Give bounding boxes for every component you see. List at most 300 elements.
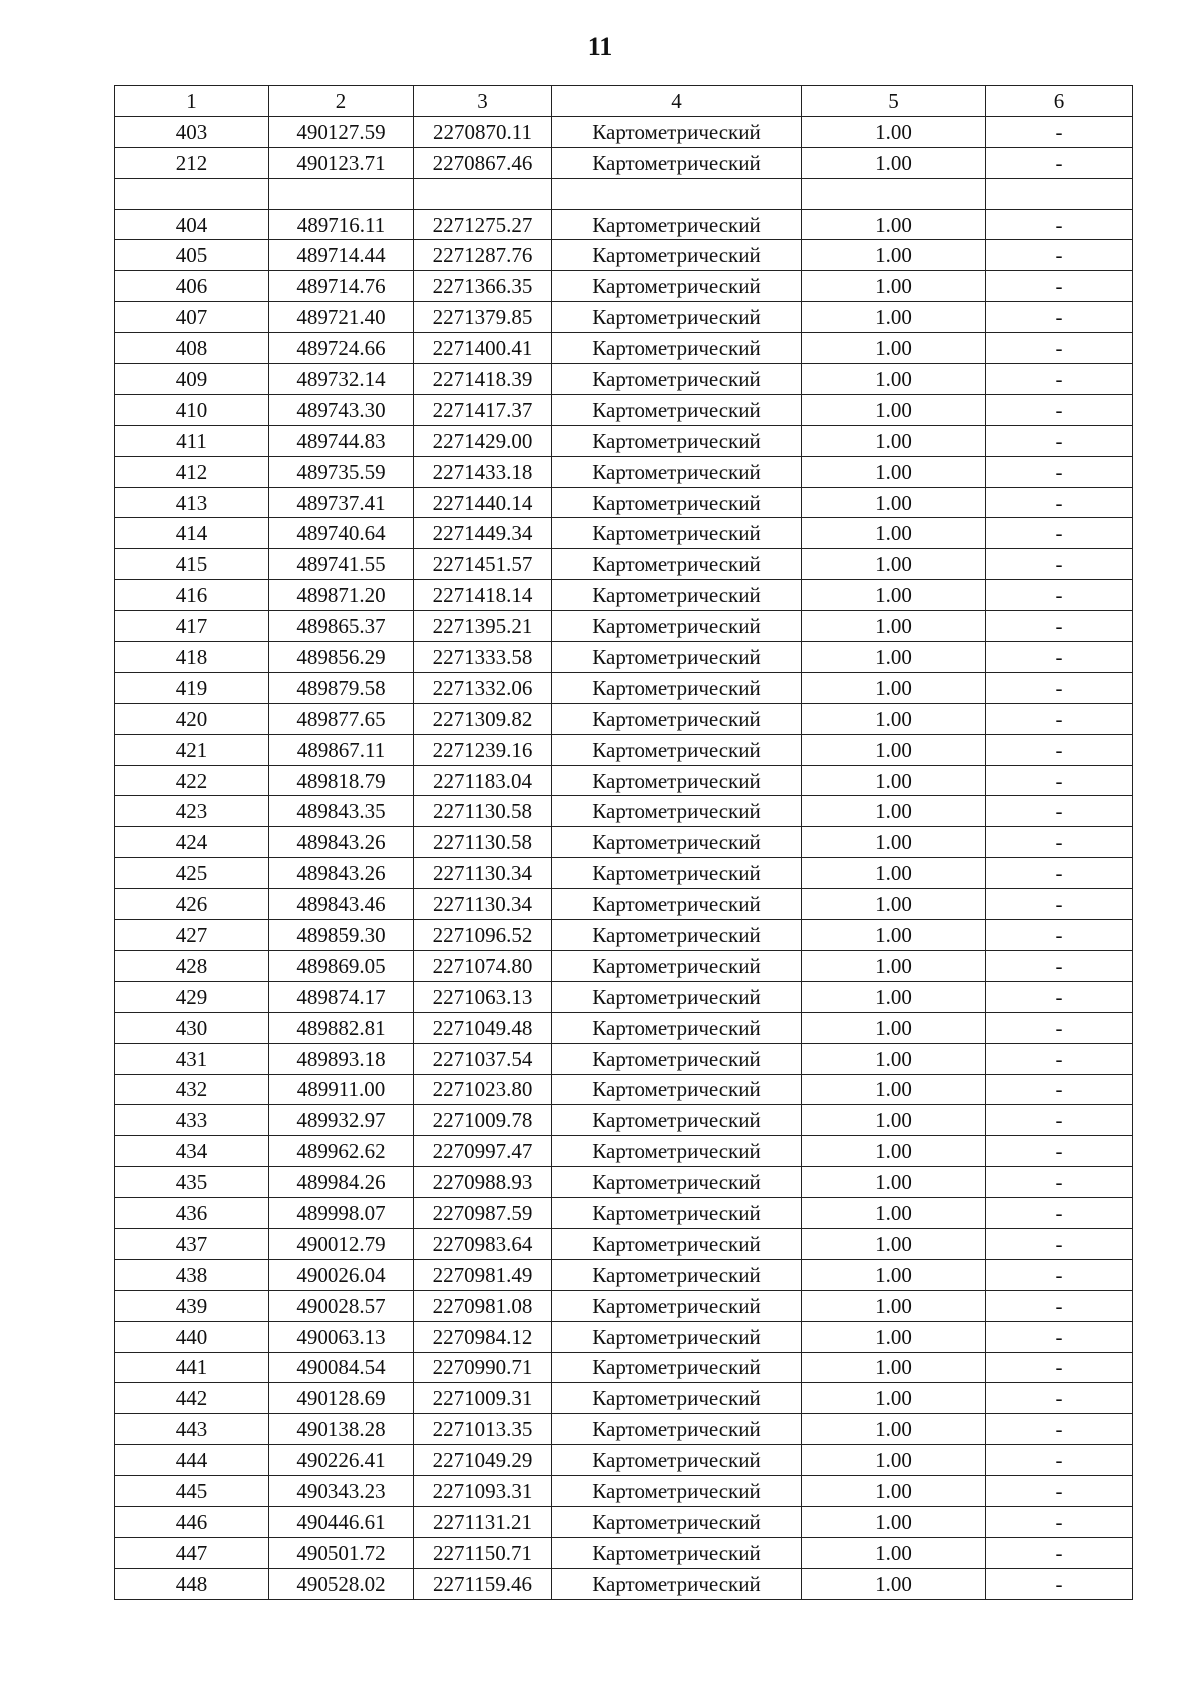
accuracy-cell: 1.00 (802, 920, 986, 951)
table-row (115, 425, 1133, 456)
point-number-cell: 413 (115, 487, 269, 518)
y-coordinate-cell: 2270981.08 (414, 1290, 552, 1321)
table-row (115, 456, 1133, 487)
note-cell: - (986, 1568, 1133, 1599)
method-cell: Картометрический (552, 1537, 802, 1568)
y-coordinate-cell: 2270984.12 (414, 1321, 552, 1352)
column-header-3: 3 (414, 86, 552, 117)
table-row (115, 1476, 1133, 1507)
table-row (115, 1012, 1133, 1043)
accuracy-cell: 1.00 (802, 1012, 986, 1043)
accuracy-cell: 1.00 (802, 858, 986, 889)
method-cell: Картометрический (552, 1105, 802, 1136)
note-cell: - (986, 425, 1133, 456)
method-cell: Картометрический (552, 364, 802, 395)
accuracy-cell: 1.00 (802, 549, 986, 580)
y-coordinate-cell: 2271049.48 (414, 1012, 552, 1043)
table-row (115, 950, 1133, 981)
table-row (115, 302, 1133, 333)
point-number-cell: 409 (115, 364, 269, 395)
point-number-cell (115, 178, 269, 209)
x-coordinate-cell: 489871.20 (269, 580, 414, 611)
table-row (115, 394, 1133, 425)
x-coordinate-cell: 489737.41 (269, 487, 414, 518)
note-cell: - (986, 734, 1133, 765)
x-coordinate-cell: 489984.26 (269, 1167, 414, 1198)
note-cell: - (986, 302, 1133, 333)
point-number-cell: 428 (115, 950, 269, 981)
table-row (115, 1414, 1133, 1445)
x-coordinate-cell: 490343.23 (269, 1476, 414, 1507)
point-number-cell: 421 (115, 734, 269, 765)
accuracy-cell: 1.00 (802, 302, 986, 333)
accuracy-cell: 1.00 (802, 364, 986, 395)
accuracy-cell: 1.00 (802, 1506, 986, 1537)
note-cell: - (986, 703, 1133, 734)
table-row (115, 549, 1133, 580)
note-cell: - (986, 518, 1133, 549)
method-cell: Картометрический (552, 765, 802, 796)
coordinates-table (114, 85, 1133, 1600)
accuracy-cell: 1.00 (802, 1105, 986, 1136)
table-row (115, 734, 1133, 765)
accuracy-cell: 1.00 (802, 950, 986, 981)
method-cell: Картометрический (552, 1476, 802, 1507)
accuracy-cell: 1.00 (802, 518, 986, 549)
method-cell: Картометрический (552, 1167, 802, 1198)
x-coordinate-cell: 489843.35 (269, 796, 414, 827)
x-coordinate-cell: 489869.05 (269, 950, 414, 981)
note-cell: - (986, 827, 1133, 858)
point-number-cell: 447 (115, 1537, 269, 1568)
method-cell: Картометрический (552, 116, 802, 147)
accuracy-cell: 1.00 (802, 1321, 986, 1352)
method-cell: Картометрический (552, 672, 802, 703)
note-cell (986, 178, 1133, 209)
y-coordinate-cell: 2271395.21 (414, 611, 552, 642)
table-row (115, 333, 1133, 364)
table-row (115, 981, 1133, 1012)
note-cell: - (986, 1445, 1133, 1476)
note-cell: - (986, 1259, 1133, 1290)
table-row (115, 1290, 1133, 1321)
x-coordinate-cell: 489962.62 (269, 1136, 414, 1167)
table-row (115, 1445, 1133, 1476)
note-cell: - (986, 487, 1133, 518)
method-cell: Картометрический (552, 425, 802, 456)
y-coordinate-cell: 2271063.13 (414, 981, 552, 1012)
point-number-cell: 412 (115, 456, 269, 487)
y-coordinate-cell: 2270983.64 (414, 1228, 552, 1259)
x-coordinate-cell: 490138.28 (269, 1414, 414, 1445)
table-row (115, 642, 1133, 673)
y-coordinate-cell: 2271150.71 (414, 1537, 552, 1568)
method-cell: Картометрический (552, 394, 802, 425)
table-row (115, 1198, 1133, 1229)
point-number-cell: 436 (115, 1198, 269, 1229)
method-cell: Картометрический (552, 456, 802, 487)
note-cell: - (986, 1043, 1133, 1074)
note-cell: - (986, 333, 1133, 364)
y-coordinate-cell: 2271074.80 (414, 950, 552, 981)
table-row (115, 703, 1133, 734)
note-cell: - (986, 858, 1133, 889)
note-cell: - (986, 1228, 1133, 1259)
point-number-cell: 431 (115, 1043, 269, 1074)
y-coordinate-cell: 2270870.11 (414, 116, 552, 147)
method-cell: Картометрический (552, 734, 802, 765)
note-cell: - (986, 1383, 1133, 1414)
method-cell: Картометрический (552, 271, 802, 302)
column-header-2: 2 (269, 86, 414, 117)
method-cell: Картометрический (552, 209, 802, 240)
accuracy-cell: 1.00 (802, 425, 986, 456)
y-coordinate-cell: 2271130.34 (414, 889, 552, 920)
page-number: 11 (587, 32, 613, 61)
point-number-cell: 444 (115, 1445, 269, 1476)
accuracy-cell: 1.00 (802, 703, 986, 734)
y-coordinate-cell: 2271418.14 (414, 580, 552, 611)
point-number-cell: 448 (115, 1568, 269, 1599)
note-cell: - (986, 1352, 1133, 1383)
y-coordinate-cell: 2271287.76 (414, 240, 552, 271)
x-coordinate-cell: 490012.79 (269, 1228, 414, 1259)
point-number-cell: 425 (115, 858, 269, 889)
point-number-cell: 443 (115, 1414, 269, 1445)
accuracy-cell: 1.00 (802, 1259, 986, 1290)
x-coordinate-cell: 489735.59 (269, 456, 414, 487)
note-cell: - (986, 672, 1133, 703)
y-coordinate-cell: 2270987.59 (414, 1198, 552, 1229)
point-number-cell: 446 (115, 1506, 269, 1537)
point-number-cell: 419 (115, 672, 269, 703)
header-row (115, 86, 1133, 117)
point-number-cell: 437 (115, 1228, 269, 1259)
table-row (115, 178, 1133, 209)
point-number-cell: 434 (115, 1136, 269, 1167)
y-coordinate-cell: 2271309.82 (414, 703, 552, 734)
x-coordinate-cell: 489859.30 (269, 920, 414, 951)
x-coordinate-cell: 489744.83 (269, 425, 414, 456)
x-coordinate-cell: 489877.65 (269, 703, 414, 734)
method-cell: Картометрический (552, 1290, 802, 1321)
column-header-1: 1 (115, 86, 269, 117)
point-number-cell: 416 (115, 580, 269, 611)
accuracy-cell: 1.00 (802, 1414, 986, 1445)
accuracy-cell: 1.00 (802, 889, 986, 920)
y-coordinate-cell: 2271275.27 (414, 209, 552, 240)
y-coordinate-cell (414, 178, 552, 209)
point-number-cell: 417 (115, 611, 269, 642)
method-cell: Картометрический (552, 1506, 802, 1537)
note-cell: - (986, 1105, 1133, 1136)
method-cell: Картометрический (552, 1321, 802, 1352)
note-cell: - (986, 1012, 1133, 1043)
column-header-6: 6 (986, 86, 1133, 117)
accuracy-cell: 1.00 (802, 1445, 986, 1476)
accuracy-cell: 1.00 (802, 611, 986, 642)
method-cell: Картометрический (552, 240, 802, 271)
y-coordinate-cell: 2270988.93 (414, 1167, 552, 1198)
note-cell: - (986, 1198, 1133, 1229)
accuracy-cell: 1.00 (802, 1537, 986, 1568)
accuracy-cell: 1.00 (802, 796, 986, 827)
note-cell: - (986, 580, 1133, 611)
x-coordinate-cell: 489856.29 (269, 642, 414, 673)
table-row (115, 116, 1133, 147)
y-coordinate-cell: 2271049.29 (414, 1445, 552, 1476)
accuracy-cell: 1.00 (802, 1228, 986, 1259)
x-coordinate-cell: 490446.61 (269, 1506, 414, 1537)
point-number-cell: 420 (115, 703, 269, 734)
y-coordinate-cell: 2271009.31 (414, 1383, 552, 1414)
y-coordinate-cell: 2271159.46 (414, 1568, 552, 1599)
method-cell: Картометрический (552, 703, 802, 734)
y-coordinate-cell: 2270981.49 (414, 1259, 552, 1290)
x-coordinate-cell: 490084.54 (269, 1352, 414, 1383)
note-cell: - (986, 1506, 1133, 1537)
accuracy-cell: 1.00 (802, 981, 986, 1012)
point-number-cell: 432 (115, 1074, 269, 1105)
table-row (115, 1167, 1133, 1198)
point-number-cell: 433 (115, 1105, 269, 1136)
method-cell: Картометрический (552, 1414, 802, 1445)
table-row (115, 240, 1133, 271)
accuracy-cell: 1.00 (802, 672, 986, 703)
method-cell: Картометрический (552, 1012, 802, 1043)
note-cell: - (986, 981, 1133, 1012)
note-cell: - (986, 209, 1133, 240)
table-row (115, 580, 1133, 611)
x-coordinate-cell: 489740.64 (269, 518, 414, 549)
x-coordinate-cell: 490028.57 (269, 1290, 414, 1321)
y-coordinate-cell: 2271013.35 (414, 1414, 552, 1445)
method-cell: Картометрический (552, 1074, 802, 1105)
method-cell: Картометрический (552, 889, 802, 920)
y-coordinate-cell: 2270867.46 (414, 147, 552, 178)
note-cell: - (986, 765, 1133, 796)
note-cell: - (986, 950, 1133, 981)
x-coordinate-cell: 489818.79 (269, 765, 414, 796)
point-number-cell: 406 (115, 271, 269, 302)
x-coordinate-cell: 489724.66 (269, 333, 414, 364)
method-cell: Картометрический (552, 518, 802, 549)
table-row (115, 1321, 1133, 1352)
y-coordinate-cell: 2271130.34 (414, 858, 552, 889)
x-coordinate-cell: 489843.26 (269, 827, 414, 858)
table-row (115, 1383, 1133, 1414)
point-number-cell: 422 (115, 765, 269, 796)
x-coordinate-cell: 489998.07 (269, 1198, 414, 1229)
accuracy-cell: 1.00 (802, 1198, 986, 1229)
point-number-cell: 410 (115, 394, 269, 425)
method-cell: Картометрический (552, 1043, 802, 1074)
y-coordinate-cell: 2271096.52 (414, 920, 552, 951)
table-row (115, 1228, 1133, 1259)
x-coordinate-cell: 489865.37 (269, 611, 414, 642)
y-coordinate-cell: 2271037.54 (414, 1043, 552, 1074)
note-cell: - (986, 240, 1133, 271)
table-row (115, 364, 1133, 395)
x-coordinate-cell: 489732.14 (269, 364, 414, 395)
point-number-cell: 429 (115, 981, 269, 1012)
accuracy-cell: 1.00 (802, 1043, 986, 1074)
table-row (115, 1074, 1133, 1105)
accuracy-cell (802, 178, 986, 209)
table-row (115, 1259, 1133, 1290)
method-cell: Картометрический (552, 827, 802, 858)
point-number-cell: 212 (115, 147, 269, 178)
point-number-cell: 405 (115, 240, 269, 271)
method-cell: Картометрический (552, 1136, 802, 1167)
accuracy-cell: 1.00 (802, 1352, 986, 1383)
accuracy-cell: 1.00 (802, 209, 986, 240)
y-coordinate-cell: 2271130.58 (414, 796, 552, 827)
note-cell: - (986, 1074, 1133, 1105)
point-number-cell: 445 (115, 1476, 269, 1507)
method-cell: Картометрический (552, 642, 802, 673)
note-cell: - (986, 1476, 1133, 1507)
table-row (115, 672, 1133, 703)
y-coordinate-cell: 2271332.06 (414, 672, 552, 703)
method-cell: Картометрический (552, 1383, 802, 1414)
accuracy-cell: 1.00 (802, 1290, 986, 1321)
y-coordinate-cell: 2271093.31 (414, 1476, 552, 1507)
y-coordinate-cell: 2271379.85 (414, 302, 552, 333)
note-cell: - (986, 549, 1133, 580)
table-row (115, 1352, 1133, 1383)
method-cell: Картометрический (552, 1568, 802, 1599)
method-cell: Картометрический (552, 796, 802, 827)
method-cell: Картометрический (552, 333, 802, 364)
point-number-cell: 426 (115, 889, 269, 920)
note-cell: - (986, 920, 1133, 951)
x-coordinate-cell: 490501.72 (269, 1537, 414, 1568)
point-number-cell: 423 (115, 796, 269, 827)
point-number-cell: 418 (115, 642, 269, 673)
column-header-4: 4 (552, 86, 802, 117)
y-coordinate-cell: 2271183.04 (414, 765, 552, 796)
y-coordinate-cell: 2271023.80 (414, 1074, 552, 1105)
table-body (115, 116, 1133, 1599)
x-coordinate-cell: 490123.71 (269, 147, 414, 178)
x-coordinate-cell: 489911.00 (269, 1074, 414, 1105)
x-coordinate-cell: 490026.04 (269, 1259, 414, 1290)
method-cell: Картометрический (552, 858, 802, 889)
note-cell: - (986, 271, 1133, 302)
y-coordinate-cell: 2271418.39 (414, 364, 552, 395)
table-row (115, 920, 1133, 951)
note-cell: - (986, 796, 1133, 827)
x-coordinate-cell: 489843.26 (269, 858, 414, 889)
column-header-5: 5 (802, 86, 986, 117)
accuracy-cell: 1.00 (802, 456, 986, 487)
method-cell: Картометрический (552, 920, 802, 951)
accuracy-cell: 1.00 (802, 394, 986, 425)
y-coordinate-cell: 2271009.78 (414, 1105, 552, 1136)
y-coordinate-cell: 2271366.35 (414, 271, 552, 302)
table-row (115, 147, 1133, 178)
accuracy-cell: 1.00 (802, 580, 986, 611)
method-cell: Картометрический (552, 950, 802, 981)
note-cell: - (986, 116, 1133, 147)
table-row (115, 1506, 1133, 1537)
accuracy-cell: 1.00 (802, 147, 986, 178)
accuracy-cell: 1.00 (802, 271, 986, 302)
x-coordinate-cell: 489721.40 (269, 302, 414, 333)
table-row (115, 1537, 1133, 1568)
x-coordinate-cell: 489882.81 (269, 1012, 414, 1043)
x-coordinate-cell: 489741.55 (269, 549, 414, 580)
accuracy-cell: 1.00 (802, 116, 986, 147)
point-number-cell: 438 (115, 1259, 269, 1290)
note-cell: - (986, 456, 1133, 487)
y-coordinate-cell: 2271417.37 (414, 394, 552, 425)
y-coordinate-cell: 2271131.21 (414, 1506, 552, 1537)
method-cell: Картометрический (552, 302, 802, 333)
method-cell: Картометрический (552, 1352, 802, 1383)
note-cell: - (986, 1136, 1133, 1167)
note-cell: - (986, 611, 1133, 642)
point-number-cell: 441 (115, 1352, 269, 1383)
method-cell: Картометрический (552, 487, 802, 518)
table-row (115, 271, 1133, 302)
x-coordinate-cell: 490128.69 (269, 1383, 414, 1414)
x-coordinate-cell: 489714.76 (269, 271, 414, 302)
note-cell: - (986, 147, 1133, 178)
accuracy-cell: 1.00 (802, 1568, 986, 1599)
x-coordinate-cell: 489932.97 (269, 1105, 414, 1136)
note-cell: - (986, 1290, 1133, 1321)
x-coordinate-cell: 490127.59 (269, 116, 414, 147)
method-cell: Картометрический (552, 981, 802, 1012)
x-coordinate-cell: 490528.02 (269, 1568, 414, 1599)
note-cell: - (986, 1537, 1133, 1568)
accuracy-cell: 1.00 (802, 240, 986, 271)
x-coordinate-cell (269, 178, 414, 209)
point-number-cell: 403 (115, 116, 269, 147)
x-coordinate-cell: 489879.58 (269, 672, 414, 703)
table-row (115, 765, 1133, 796)
y-coordinate-cell: 2270997.47 (414, 1136, 552, 1167)
x-coordinate-cell: 490063.13 (269, 1321, 414, 1352)
accuracy-cell: 1.00 (802, 765, 986, 796)
x-coordinate-cell: 489867.11 (269, 734, 414, 765)
y-coordinate-cell: 2271449.34 (414, 518, 552, 549)
method-cell: Картометрический (552, 1198, 802, 1229)
x-coordinate-cell: 489893.18 (269, 1043, 414, 1074)
point-number-cell: 411 (115, 425, 269, 456)
accuracy-cell: 1.00 (802, 1074, 986, 1105)
y-coordinate-cell: 2271400.41 (414, 333, 552, 364)
table-row (115, 1136, 1133, 1167)
note-cell: - (986, 364, 1133, 395)
x-coordinate-cell: 490226.41 (269, 1445, 414, 1476)
y-coordinate-cell: 2271239.16 (414, 734, 552, 765)
method-cell: Картометрический (552, 611, 802, 642)
point-number-cell: 430 (115, 1012, 269, 1043)
y-coordinate-cell: 2271429.00 (414, 425, 552, 456)
table-row (115, 827, 1133, 858)
point-number-cell: 440 (115, 1321, 269, 1352)
table-row (115, 611, 1133, 642)
y-coordinate-cell: 2271440.14 (414, 487, 552, 518)
table-row (115, 1043, 1133, 1074)
table-row (115, 1568, 1133, 1599)
x-coordinate-cell: 489716.11 (269, 209, 414, 240)
method-cell: Картометрический (552, 549, 802, 580)
note-cell: - (986, 1321, 1133, 1352)
